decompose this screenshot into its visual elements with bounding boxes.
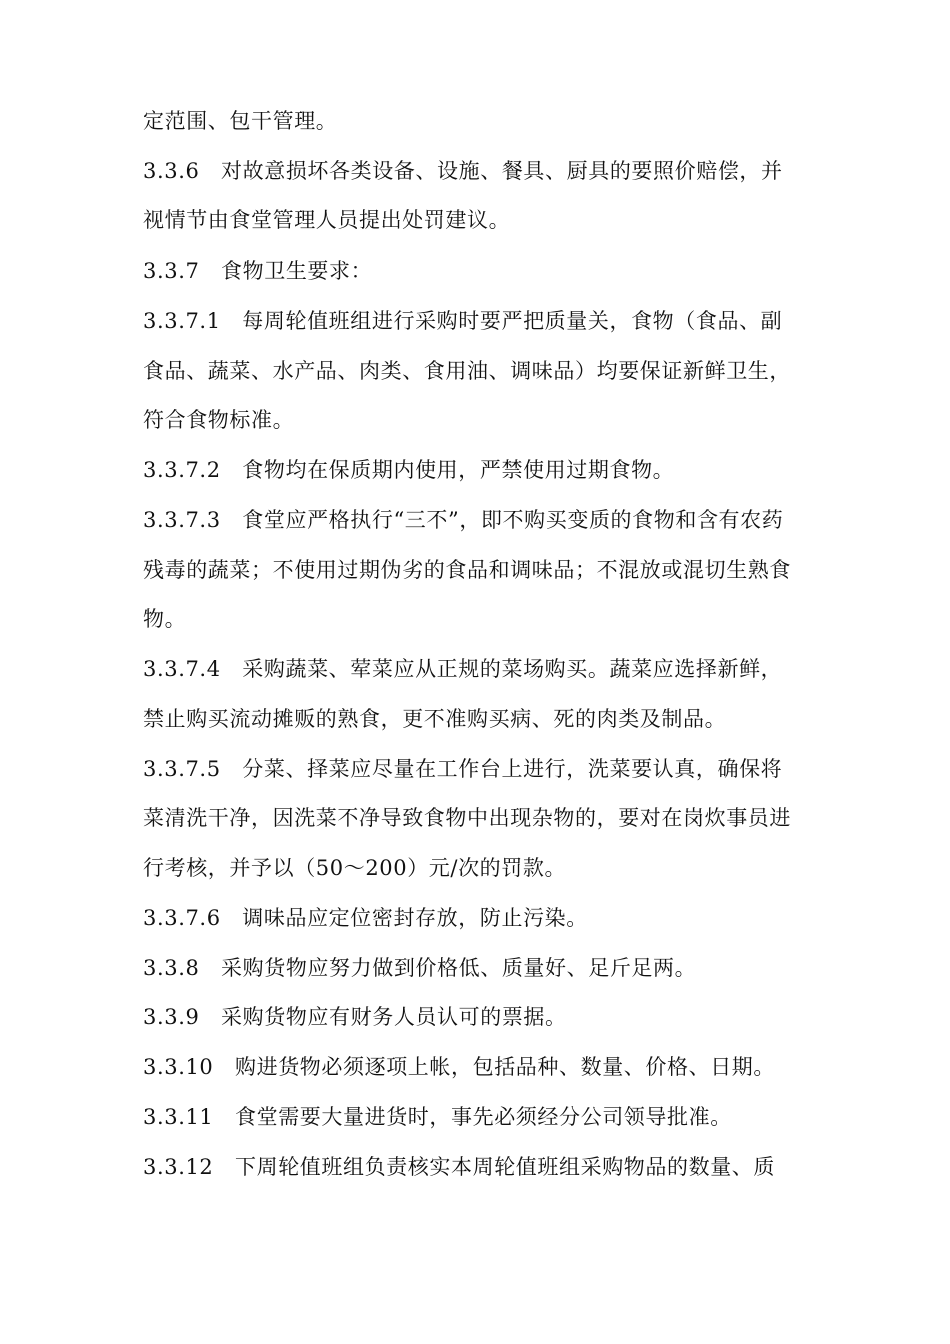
text-line: 3.3.8 采购货物应努力做到价格低、质量好、足斤足两。 xyxy=(143,956,697,980)
text-line: 行考核，并予以（50～200）元/次的罚款。 xyxy=(143,856,567,880)
text-line: 3.3.7.1 每周轮值班组进行采购时要严把质量关，食物（食品、副 xyxy=(143,309,783,333)
text-line: 3.3.7.3 食堂应严格执行“三不”，即不购买变质的食物和含有农药 xyxy=(143,508,784,532)
text-line: 物。 xyxy=(143,607,187,631)
text-line: 禁止购买流动摊贩的熟食，更不准购买病、死的肉类及制品。 xyxy=(143,707,727,731)
text-line: 定范围、包干管理。 xyxy=(143,109,338,133)
text-line: 符合食物标准。 xyxy=(143,408,295,432)
text-line: 残毒的蔬菜；不使用过期伪劣的食品和调味品；不混放或混切生熟食 xyxy=(143,558,791,582)
text-line: 3.3.11 食堂需要大量进货时，事先必须经分公司领导批准。 xyxy=(143,1105,732,1129)
text-line: 3.3.7.5 分菜、择菜应尽量在工作台上进行，洗菜要认真，确保将 xyxy=(143,757,783,781)
text-line: 食品、蔬菜、水产品、肉类、食用油、调味品）均要保证新鲜卫生， xyxy=(143,359,791,383)
text-line: 视情节由食堂管理人员提出处罚建议。 xyxy=(143,208,511,232)
text-line: 3.3.10 购进货物必须逐项上帐，包括品种、数量、价格、日期。 xyxy=(143,1055,775,1079)
text-line: 3.3.7.6 调味品应定位密封存放，防止污染。 xyxy=(143,906,588,930)
text-line: 3.3.7 食物卫生要求： xyxy=(143,259,373,283)
text-line: 3.3.7.2 食物均在保质期内使用，严禁使用过期食物。 xyxy=(143,458,675,482)
text-line: 3.3.9 采购货物应有财务人员认可的票据。 xyxy=(143,1005,567,1029)
text-line: 3.3.6 对故意损坏各类设备、设施、餐具、厨具的要照价赔偿，并 xyxy=(143,159,783,183)
text-line: 3.3.7.4 采购蔬菜、荤菜应从正规的菜场购买。蔬菜应选择新鲜， xyxy=(143,657,783,681)
text-line: 菜清洗干净，因洗菜不净导致食物中出现杂物的，要对在岗炊事员进 xyxy=(143,806,791,830)
text-line: 3.3.12 下周轮值班组负责核实本周轮值班组采购物品的数量、质 xyxy=(143,1155,775,1179)
